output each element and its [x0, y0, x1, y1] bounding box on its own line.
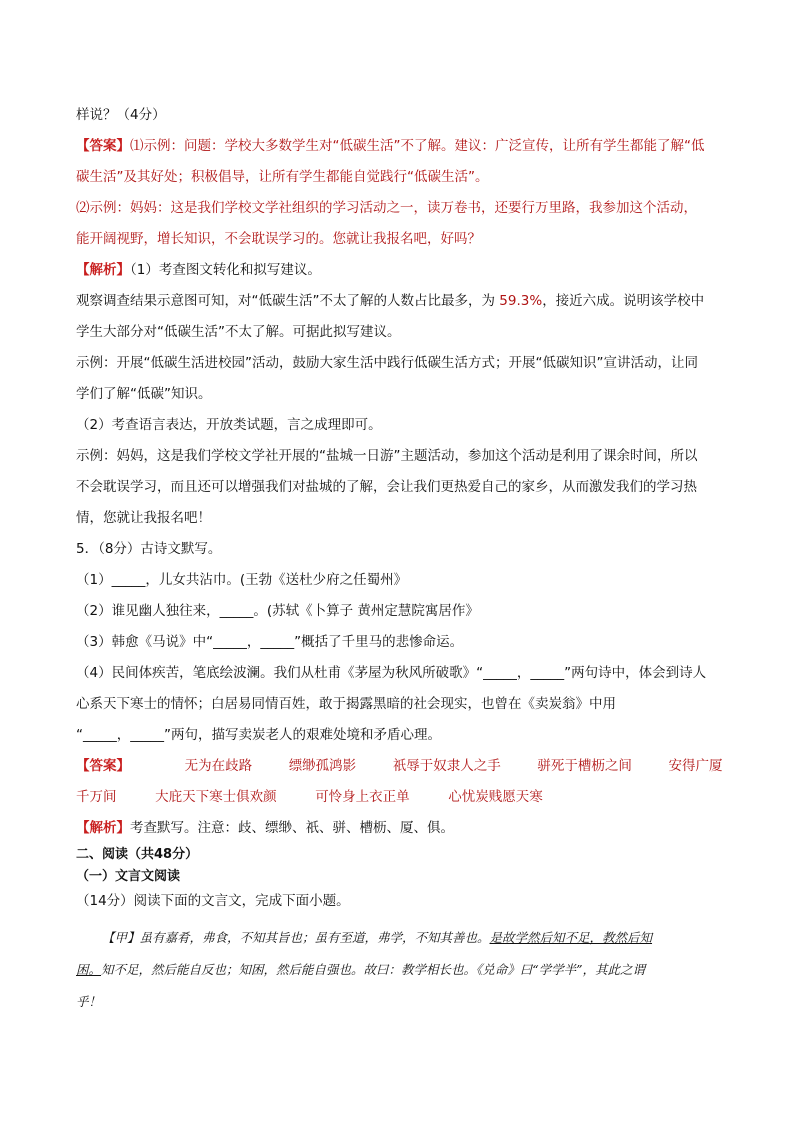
passage-line: 乎！ [76, 994, 102, 1009]
subsection-heading: （一）文言文阅读 [76, 869, 181, 884]
analysis-line: （2）考查语言表达，开放类试题，言之成理即可。 [76, 417, 382, 433]
document-content [76, 100, 722, 1018]
analysis-tag: 【解析】 [76, 262, 130, 278]
analysis-line: 示例：开展“低碳生活进校园”活动，鼓励大家生活中践行低碳生活方式；开展“低碳知识”宣讲活动，让同 [76, 355, 698, 371]
percent-value: 59.3% [499, 293, 543, 309]
answer-line: 能开阔视野，增长知识，不会耽误学习的。您就让我报名吧，好吗？ [76, 231, 481, 247]
question-line: （4）民间体疾苦，笔底绘波澜。我们从杜甫《茅屋为秋风所破歌》“_____，_____”两句诗中，体会到诗人 [76, 665, 707, 681]
analysis-line: 学们了解“低碳”知识。 [76, 386, 212, 402]
answer-item: 大庇天下寒士俱欢颜 [155, 789, 277, 805]
question-line: “_____，_____”两句，描写卖炭老人的艰难处境和矛盾心理。 [76, 727, 441, 743]
analysis-line: 不会耽误学习，而且还可以增强我们对盐城的了解，会让我们更热爱自己的家乡，从而激发我们的学习热 [76, 479, 697, 495]
question-line: （3）韩愈《马说》中“_____，_____”概括了千里马的悲惨命运。 [76, 634, 464, 650]
answer-item: 安得广厦 [668, 758, 723, 774]
underlined-sentence: 是故学然后知不足，教然后知 [489, 930, 653, 945]
answer-item: 心忧炭贱愿天寒 [448, 789, 543, 805]
answer-row [76, 782, 722, 813]
answer-item: 无为在歧路 [184, 758, 253, 774]
answer-tag: 【答案】 [76, 758, 130, 774]
answer-item: 缥缈孤鸿影 [288, 758, 357, 774]
question-line: （1）_____，儿女共沾巾。(王勃《送杜少府之任蜀州》 [76, 572, 408, 588]
answer-item: 骈死于槽枥之间 [537, 758, 632, 774]
analysis-line: 观察调查结果示意图可知，对“低碳生活”不太了解的人数占比最多，为 59.3%，接近六成。说明该学校中 [76, 293, 705, 309]
answer-row [76, 751, 722, 782]
analysis-line: 情，您就让我报名吧！ [76, 510, 211, 526]
text-line: 样说？（4分） [76, 107, 166, 123]
passage-line: 困。知不足，然后能自反也；知困，然后能自强也。故曰：教学相长也。《兑命》曰“学学半”，其此之谓 [76, 962, 646, 977]
question-line: （2）谁见幽人独往来，_____。(苏轼《卜算子 黄州定慧院寓居作》 [76, 603, 479, 619]
section-heading: 二、阅读（共48分） [76, 847, 199, 862]
passage-line: 【甲】虽有嘉肴，弗食，不知其旨也；虽有至道，弗学，不知其善也。是故学然后知不足，教然后知 [102, 930, 653, 945]
analysis-line: 学生大部分对“低碳生活”不太了解。可据此拟写建议。 [76, 324, 401, 340]
underlined-sentence: 困。 [76, 962, 102, 977]
answer-line: 【答案】⑴示例：问题：学校大多数学生对“低碳生活”不了解。建议：广泛宣传，让所有学生都能了解“低 [76, 138, 705, 154]
answer-item: 可怜身上衣正单 [315, 789, 410, 805]
analysis-line: 【解析】（1）考查图文转化和拟写建议。 [76, 262, 321, 278]
question-line: 心系天下寒士的情怀；白居易同情百姓，敢于揭露黑暗的社会现实，也曾在《卖炭翁》中用 [76, 696, 616, 712]
analysis-tag: 【解析】 [76, 820, 130, 836]
answer-item: 祇辱于奴隶人之手 [392, 758, 501, 774]
question-title: 5．（8分）古诗文默写。 [76, 541, 222, 557]
answer-item: 千万间 [76, 789, 117, 805]
analysis-line: 【解析】考查默写。注意：歧、缥缈、祇、骈、槽枥、厦、俱。 [76, 820, 454, 836]
answer-line: ⑵示例：妈妈：这是我们学校文学社组织的学习活动之一，读万卷书，还要行万里路，我参加这个活动， [76, 200, 697, 216]
answer-tag: 【答案】 [76, 138, 130, 154]
analysis-line: 示例：妈妈，这是我们学校文学社开展的“盐城一日游”主题活动，参加这个活动是利用了课余时间，所以 [76, 448, 698, 464]
answer-line: 碳生活”及其好处；积极倡导，让所有学生都能自觉践行“低碳生活”。 [76, 169, 489, 185]
instruction-line: （14分）阅读下面的文言文，完成下面小题。 [76, 893, 350, 909]
